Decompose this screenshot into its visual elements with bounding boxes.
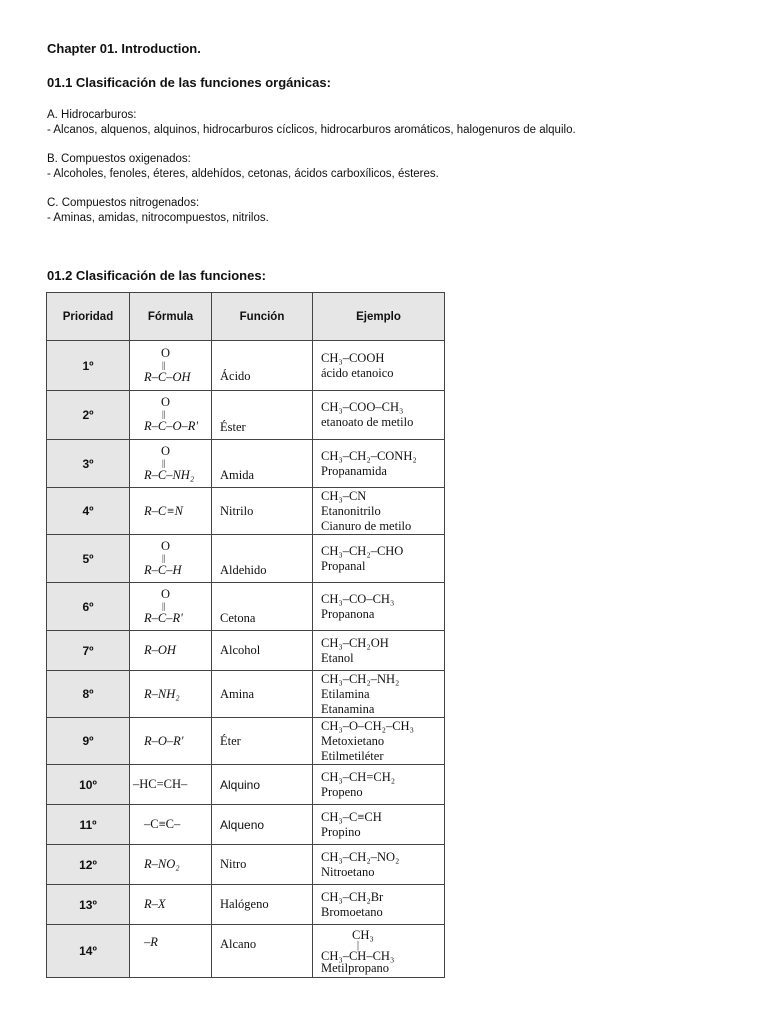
- example-formula: CH₃–CH₂OH: [321, 635, 389, 650]
- example-name: etanoato de metilo: [321, 415, 414, 429]
- example-name: Metilpropano: [321, 961, 390, 975]
- example-name: ácido etanoico: [321, 365, 394, 380]
- table-header-row: [47, 293, 445, 341]
- table-row: [47, 631, 445, 671]
- table-row: [47, 885, 445, 925]
- cell-funcion: Cetona: [212, 583, 313, 631]
- formula-double-bond: ||: [162, 457, 166, 468]
- cell-ejemplo: [313, 845, 445, 885]
- cell-funcion: Amida: [212, 440, 313, 488]
- cell-formula: –R: [130, 925, 212, 978]
- cell-funcion: Alcohol: [212, 631, 313, 671]
- cell-prioridad: 12º: [47, 845, 130, 885]
- cell-funcion: Alcano: [212, 925, 313, 978]
- formula-double-bond: ||: [162, 552, 166, 563]
- table-row: [47, 391, 445, 440]
- formula-oxygen: O: [161, 586, 171, 601]
- example-formula: CH₃–CO–CH₃: [321, 591, 395, 606]
- formula-main: R–C–OH: [144, 369, 191, 384]
- cell-formula: R–NH₂: [130, 671, 212, 718]
- header-ejemplo: Ejemplo: [313, 293, 445, 341]
- example-name: Bromoetano: [321, 904, 383, 919]
- functions-table: [46, 292, 445, 978]
- table-row: [47, 440, 445, 488]
- formula-oxygen: O: [161, 395, 171, 409]
- cell-ejemplo: [313, 535, 445, 583]
- example-name: Propanal: [321, 558, 366, 573]
- cell-formula: [130, 583, 212, 631]
- cell-formula: R–C≡N: [130, 488, 212, 535]
- cell-formula: –C≡C–: [130, 805, 212, 845]
- cell-prioridad: 2º: [47, 391, 130, 440]
- example-name: Propino: [321, 824, 361, 839]
- cell-formula: R–O–R': [130, 718, 212, 765]
- group-oxigenados: [47, 152, 439, 182]
- group-heading: C. Compuestos nitrogenados:: [47, 197, 200, 209]
- cell-prioridad: 11º: [47, 805, 130, 845]
- example-branch: CH₃: [352, 928, 374, 942]
- example-name: Metoxietano: [321, 733, 385, 748]
- cell-formula: [130, 440, 212, 488]
- cell-prioridad: 13º: [47, 885, 130, 925]
- cell-ejemplo: [313, 391, 445, 440]
- formula-main: R–C–H: [144, 562, 182, 577]
- formula-oxygen: O: [161, 345, 171, 360]
- cell-funcion: Nitro: [212, 845, 313, 885]
- formula-oxygen: O: [161, 538, 171, 553]
- example-name: Etanol: [321, 650, 354, 665]
- table-row: [47, 341, 445, 391]
- example-formula: CH₃–CH₂–NH₂: [321, 671, 400, 686]
- section-2-title: 01.2 Clasificación de las funciones:: [47, 268, 266, 283]
- table-row: [47, 845, 445, 885]
- cell-ejemplo: [313, 671, 445, 718]
- cell-prioridad: 14º: [47, 925, 130, 978]
- example-formula: CH₃–CH=CH₂: [321, 769, 396, 784]
- example-formula: CH₃–CH₂Br: [321, 889, 384, 904]
- formula-oxygen: O: [161, 443, 171, 458]
- example-formula: CH₃–C≡CH: [321, 809, 382, 824]
- cell-funcion: Éter: [212, 718, 313, 765]
- cell-formula: [130, 391, 212, 440]
- example-formula: CH₃–COOH: [321, 350, 385, 365]
- cell-formula: R–NO₂: [130, 845, 212, 885]
- table-row: [47, 583, 445, 631]
- cell-ejemplo: [313, 631, 445, 671]
- example-formula: CH₃–CH–CH₃: [321, 949, 395, 963]
- example-name: Etilamina: [321, 686, 370, 701]
- table-row: [47, 488, 445, 535]
- cell-funcion: Alquino: [212, 765, 313, 805]
- table-row: [47, 805, 445, 845]
- cell-funcion: Nitrilo: [212, 488, 313, 535]
- section-1-title: 01.1 Clasificación de las funciones orgánicas:: [47, 75, 331, 90]
- example-name: Etanonitrilo: [321, 503, 381, 518]
- group-items: - Alcanos, alquenos, alquinos, hidrocarburos cíclicos, hidrocarburos aromáticos, halogenuros de alquilo.: [47, 124, 576, 136]
- header-formula: Fórmula: [130, 293, 212, 341]
- example-alt-name: Cianuro de metilo: [321, 518, 412, 533]
- cell-prioridad: 6º: [47, 583, 130, 631]
- table-row: [47, 671, 445, 718]
- cell-funcion: Halógeno: [212, 885, 313, 925]
- cell-ejemplo: [313, 341, 445, 391]
- table-row: [47, 718, 445, 765]
- cell-ejemplo: [313, 488, 445, 535]
- example-name: Nitroetano: [321, 864, 375, 879]
- example-formula: CH₃–CH₂–CHO: [321, 543, 404, 558]
- formula-double-bond: ||: [162, 600, 166, 611]
- cell-ejemplo: [313, 765, 445, 805]
- cell-formula: R–X: [130, 885, 212, 925]
- cell-ejemplo: [313, 440, 445, 488]
- cell-ejemplo: [313, 885, 445, 925]
- cell-formula: [130, 341, 212, 391]
- cell-funcion: Ácido: [212, 341, 313, 391]
- header-funcion: Función: [212, 293, 313, 341]
- cell-formula: [130, 535, 212, 583]
- example-formula: CH₃–CN: [321, 488, 367, 503]
- cell-ejemplo: [313, 925, 445, 978]
- example-alt-name: Etilmetiléter: [321, 748, 384, 763]
- formula-main: R–C–O–R': [144, 419, 199, 433]
- cell-prioridad: 10º: [47, 765, 130, 805]
- cell-prioridad: 1º: [47, 341, 130, 391]
- cell-formula: R–OH: [130, 631, 212, 671]
- group-heading: B. Compuestos oxigenados:: [47, 153, 191, 165]
- cell-prioridad: 5º: [47, 535, 130, 583]
- chapter-title: Chapter 01. Introduction.: [47, 41, 201, 56]
- group-heading: A. Hidrocarburos:: [47, 109, 137, 121]
- cell-funcion: Éster: [212, 391, 313, 440]
- cell-ejemplo: [313, 583, 445, 631]
- group-hidrocarburos: [47, 108, 576, 138]
- cell-prioridad: 8º: [47, 671, 130, 718]
- header-prioridad: Prioridad: [47, 293, 130, 341]
- cell-ejemplo: [313, 718, 445, 765]
- formula-main: R–C–R': [144, 610, 183, 625]
- example-formula: CH₃–O–CH₂–CH₃: [321, 718, 414, 733]
- table-row: [47, 925, 445, 978]
- example-name: Propanona: [321, 606, 375, 621]
- cell-ejemplo: [313, 805, 445, 845]
- formula-double-bond: ||: [162, 409, 166, 419]
- cell-prioridad: 9º: [47, 718, 130, 765]
- group-nitrogenados: [47, 196, 269, 226]
- example-alt-name: Etanamina: [321, 701, 375, 716]
- example-formula: CH₃–COO–CH₃: [321, 400, 404, 414]
- cell-prioridad: 3º: [47, 440, 130, 488]
- formula-main: R–C–NH₂: [144, 467, 195, 482]
- cell-prioridad: 4º: [47, 488, 130, 535]
- cell-formula: –HC=CH–: [130, 765, 212, 805]
- example-name: Propeno: [321, 784, 363, 799]
- table-row: [47, 765, 445, 805]
- example-formula: CH₃–CH₂–NO₂: [321, 849, 400, 864]
- group-items: - Alcoholes, fenoles, éteres, aldehídos, cetonas, ácidos carboxílicos, ésteres.: [47, 168, 439, 180]
- cell-funcion: Alqueno: [212, 805, 313, 845]
- group-items: - Aminas, amidas, nitrocompuestos, nitrilos.: [47, 212, 269, 224]
- example-name: Propanamida: [321, 463, 387, 478]
- table-row: [47, 535, 445, 583]
- cell-prioridad: 7º: [47, 631, 130, 671]
- example-branch-bond: |: [357, 940, 360, 951]
- formula-double-bond: ||: [162, 359, 166, 370]
- cell-funcion: Amina: [212, 671, 313, 718]
- example-formula: CH₃–CH₂–CONH₂: [321, 448, 417, 463]
- cell-funcion: Aldehido: [212, 535, 313, 583]
